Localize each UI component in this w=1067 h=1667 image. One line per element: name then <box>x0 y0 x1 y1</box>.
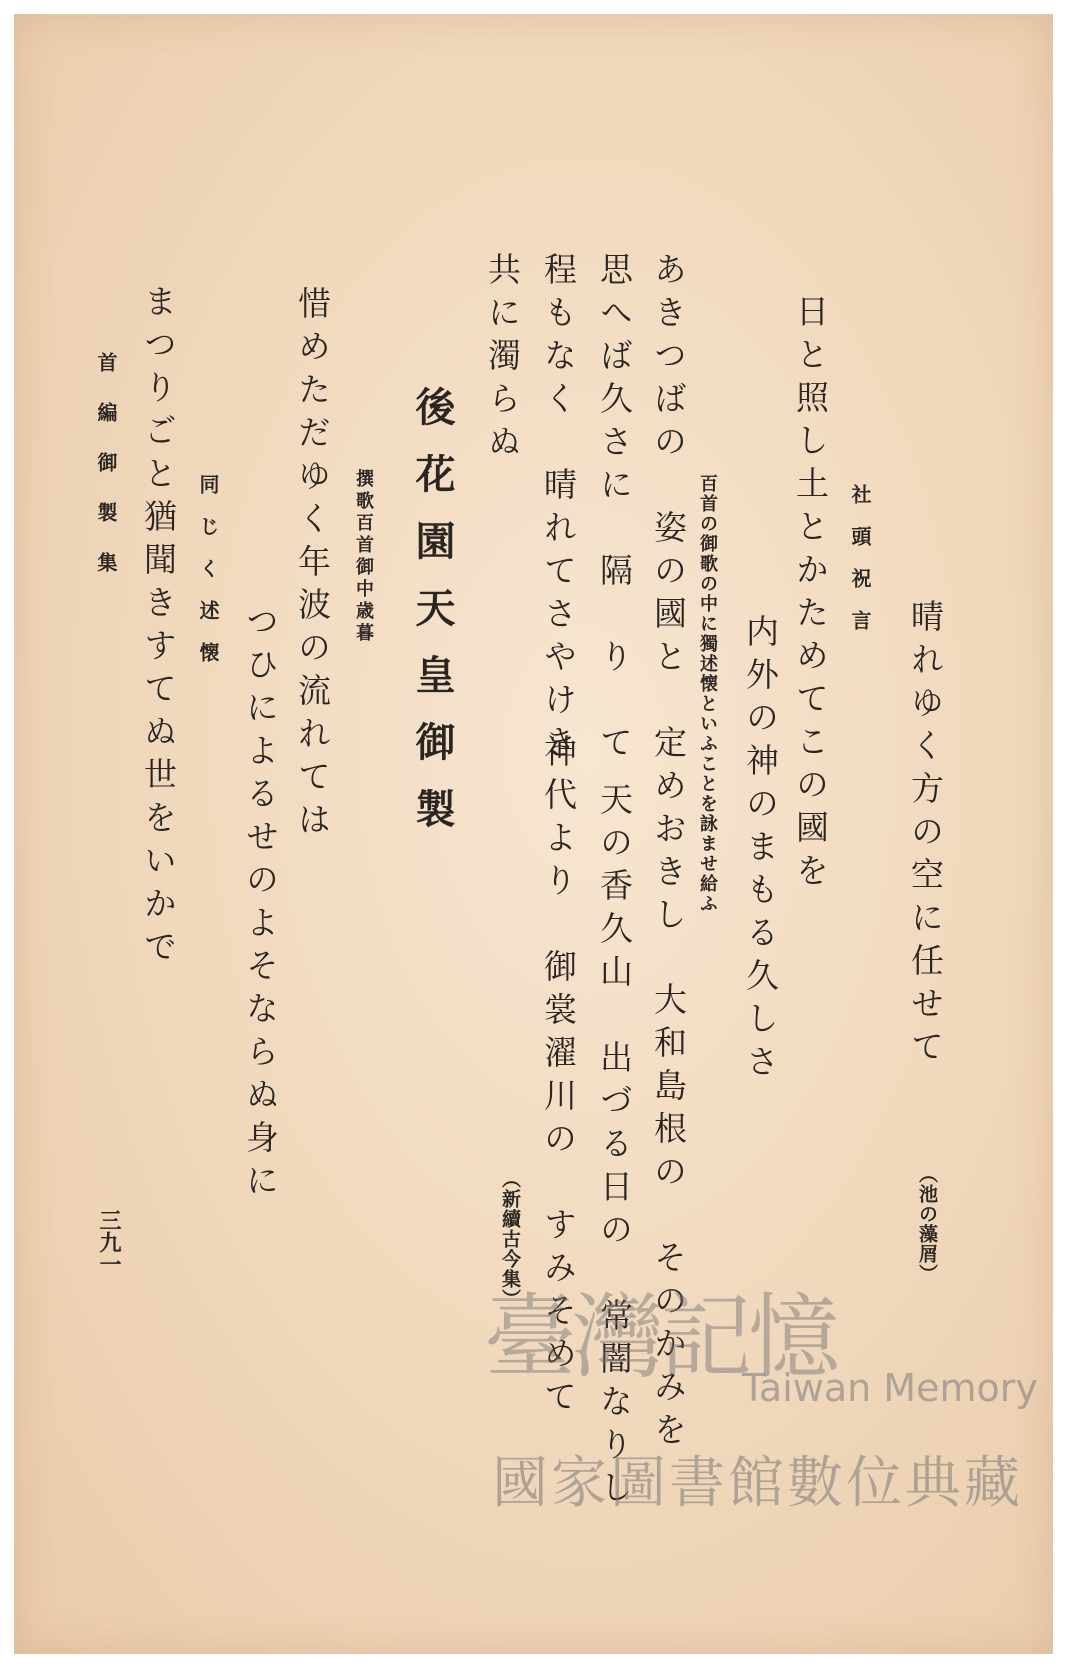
poem4-line2: つひによるせのよそならぬ身に <box>241 604 280 1206</box>
poem3-line2b: 天の香久山 出づる日の 常闇なりし <box>595 782 634 1513</box>
footer-book-title: 首編御製集 <box>94 352 118 602</box>
poem3-line2a: 思へば久さに 隔 り て <box>595 252 634 768</box>
poem3-line3a: 程もなく 晴れてさやけき <box>539 252 578 768</box>
poem5-title: 同じく述懐 <box>196 474 220 684</box>
page-number: 三九一 <box>96 1209 122 1275</box>
poem2-line1: 日と照し土とかためてこの國を <box>791 294 830 896</box>
section-heading: 後花園天皇御製 <box>409 386 456 855</box>
poem4-title: 撰歌百首御中歳暮 <box>353 469 374 645</box>
poem2-title: 社頭祝言 <box>848 484 872 652</box>
poem3-line3b: 神代より 御裳濯川の すみそめて <box>539 734 578 1422</box>
poem4-line1: 惜めただゆく年波の流れては <box>293 286 332 845</box>
book-page <box>14 14 1053 1654</box>
poem5-line1: まつりごと猶聞きすてぬ世をいかで <box>139 284 178 972</box>
poem1-source: （池の藻屑） <box>916 1164 938 1284</box>
poem1-line1: 晴れゆく方の空に任せて <box>906 599 945 1072</box>
poem3-source: （新續古今集） <box>499 1169 521 1309</box>
poem3-line1b: 大和島根の そのかみを <box>649 982 688 1455</box>
poem3-title: 百首の御歌の中に獨述懐といふことを詠ませ給ふ <box>697 474 718 914</box>
poem3-line4: 共に濁らぬ <box>483 252 522 467</box>
poem2-line2: 内外の神のまもる久しさ <box>741 614 780 1087</box>
watermark-chinese: 國家圖書館數位典藏 <box>492 1451 1023 1516</box>
poem3-line1a: あきつばの 姿の國と 定めおきし <box>649 252 688 940</box>
watermark-mark: 臺灣記憶 <box>484 1284 837 1391</box>
watermark-english: Taiwan Memory <box>742 1366 1038 1410</box>
